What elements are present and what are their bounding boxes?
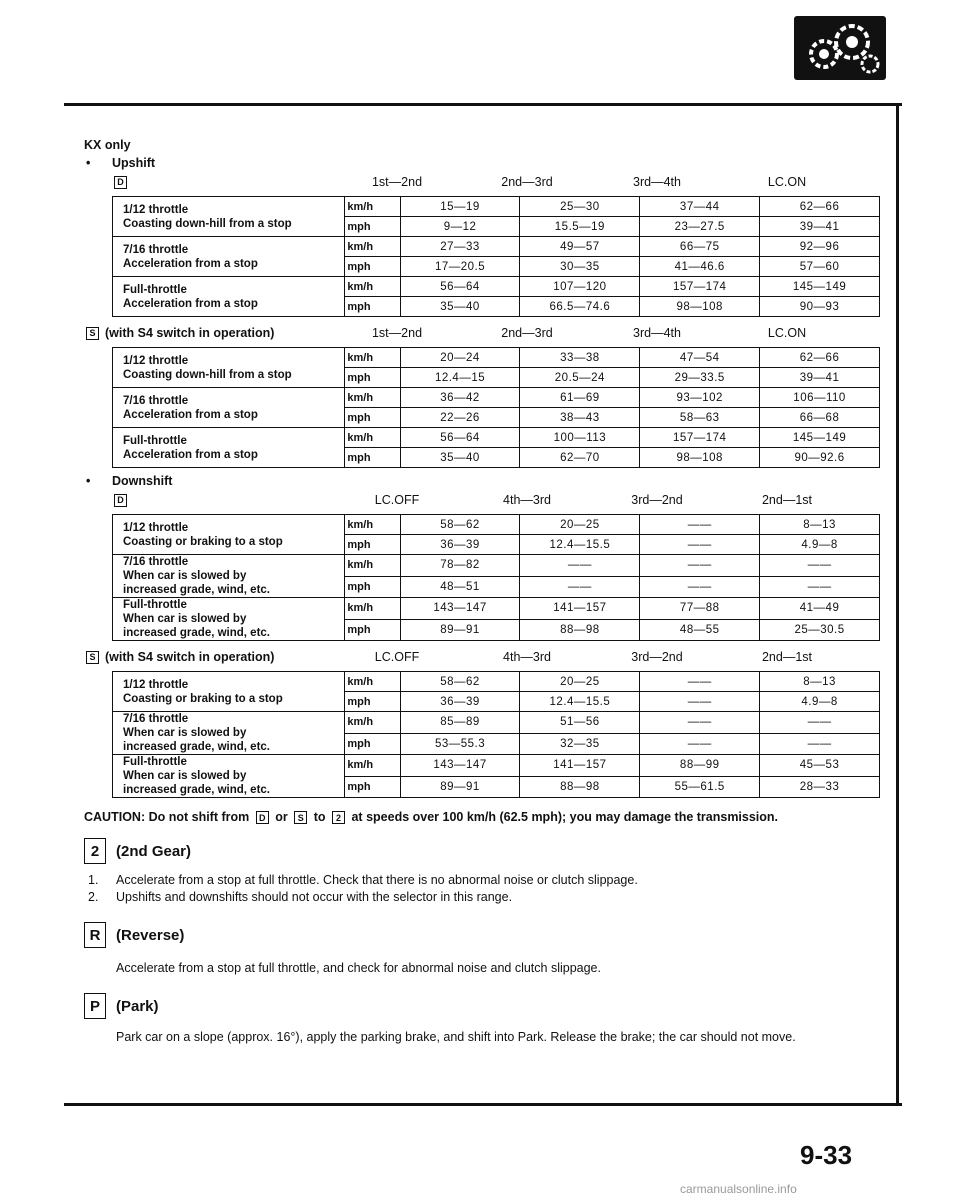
value-cell: —— [640,576,760,598]
value-cell: 35—40 [400,448,520,468]
value-cell: 39—41 [760,368,880,388]
unit-cell: km/h [345,515,400,535]
value-cell: 106—110 [760,388,880,408]
value-cell: —— [760,576,880,598]
reverse-title: (Reverse) [116,926,185,944]
condition-description: 7/16 throttle Acceleration from a stop [113,388,345,428]
downshift-d-header [84,490,884,510]
value-cell: —— [640,692,760,712]
value-cell: 55—61.5 [640,776,760,798]
section-label: KX only [84,138,131,152]
downshift-s-col-headers [332,650,884,664]
condition-description: 1/12 throttle Coasting or braking to a stop [113,672,345,712]
value-cell: 36—42 [400,388,520,408]
value-cell: 58—63 [640,408,760,428]
table-row [113,515,880,535]
value-cell: 107—120 [520,277,640,297]
unit-cell: mph [345,733,400,755]
column-header: 3rd—4th [633,326,681,340]
table-row [113,672,880,692]
upshift-d-table [112,196,880,317]
list-item: 1. Accelerate from a stop at full throttle. Check that there is no abnormal noise or clutch slippage. [88,873,638,888]
condition-description: Full-throttle When car is slowed by increased grade, wind, etc. [113,598,345,641]
value-cell: 157—174 [640,428,760,448]
page-number: 9-33 [800,1140,853,1170]
column-header: 2nd—3rd [501,326,553,340]
unit-cell: km/h [345,428,400,448]
unit-cell: mph [345,448,400,468]
column-header: 1st—2nd [371,326,423,340]
gear2-list [88,872,884,906]
value-cell: 32—35 [520,733,640,755]
value-cell: —— [640,515,760,535]
value-cell: 85—89 [400,712,520,734]
value-cell: 20—25 [520,672,640,692]
unit-cell: km/h [345,237,400,257]
park-text: Park car on a slope (approx. 16°), apply the parking brake, and shift into Park. Release the brake; the car should not move. [116,1030,796,1045]
condition-description: Full-throttle Acceleration from a stop [113,428,345,468]
unit-cell: km/h [345,712,400,734]
value-cell: 141—157 [520,598,640,620]
reverse-text: Accelerate from a stop at full throttle, and check for abnormal noise and clutch slippage. [116,961,601,976]
value-cell: 48—51 [400,576,520,598]
value-cell: 49—57 [520,237,640,257]
value-cell: 17—20.5 [400,257,520,277]
value-cell: 57—60 [760,257,880,277]
downshift-s-table [112,671,880,798]
selector-d-icon: D [256,811,269,824]
unit-cell: km/h [345,388,400,408]
condition-description: 7/16 throttle Acceleration from a stop [113,237,345,277]
value-cell: 12.4—15.5 [520,692,640,712]
column-header: 1st—2nd [371,175,423,189]
downshift-d-col-headers [332,493,884,507]
table-row [113,428,880,448]
value-cell: 145—149 [760,428,880,448]
condition-description: Full-throttle Acceleration from a stop [113,277,345,317]
value-cell: 61—69 [520,388,640,408]
unit-cell: mph [345,217,400,237]
upshift-s-table [112,347,880,468]
bullet-icon: • [86,474,91,488]
value-cell: 77—88 [640,598,760,620]
column-header: LC.ON [767,326,807,340]
bottom-rule [64,1103,902,1106]
park-heading [84,993,884,1019]
downshift-s-title: (with S4 switch in operation) [105,650,275,664]
selector-d-icon: D [114,176,127,189]
table-row [113,712,880,734]
upshift-s-title: (with S4 switch in operation) [105,326,275,340]
value-cell: 36—39 [400,692,520,712]
value-cell: 143—147 [400,755,520,777]
table-row [113,555,880,577]
value-cell: 15—19 [400,197,520,217]
table-row [113,598,880,620]
upshift-label: Upshift [112,156,156,170]
condition-description: Full-throttle When car is slowed by increased grade, wind, etc. [113,755,345,798]
value-cell: 56—64 [400,428,520,448]
value-cell: 92—96 [760,237,880,257]
column-header: 4th—3rd [503,493,551,507]
page-content [84,138,884,1046]
value-cell: 8—13 [760,515,880,535]
unit-cell: mph [345,408,400,428]
gear-r-icon: R [84,922,106,948]
value-cell: 143—147 [400,598,520,620]
unit-cell: mph [345,297,400,317]
table-row [113,755,880,777]
selector-2-icon: 2 [332,811,345,824]
unit-cell: km/h [345,755,400,777]
value-cell: 41—46.6 [640,257,760,277]
value-cell: —— [640,733,760,755]
value-cell: 157—174 [640,277,760,297]
unit-cell: km/h [345,555,400,577]
value-cell: 88—98 [520,619,640,641]
value-cell: 58—62 [400,515,520,535]
value-cell: —— [640,535,760,555]
value-cell: 23—27.5 [640,217,760,237]
upshift-d-header [84,172,884,192]
unit-cell: km/h [345,277,400,297]
unit-cell: km/h [345,348,400,368]
table-row [113,237,880,257]
value-cell: 4.9—8 [760,535,880,555]
value-cell: 27—33 [400,237,520,257]
value-cell: 48—55 [640,619,760,641]
value-cell: 9—12 [400,217,520,237]
value-cell: 8—13 [760,672,880,692]
column-header: 3rd—2nd [631,493,683,507]
caution-note: CAUTION: Do not shift from D or S to 2 at speeds over 100 km/h (62.5 mph); you may damage the transmission. [84,810,779,824]
value-cell: 62—66 [760,197,880,217]
value-cell: 58—62 [400,672,520,692]
value-cell: 29—33.5 [640,368,760,388]
value-cell: 88—98 [520,776,640,798]
column-header: 3rd—4th [633,175,681,189]
column-header: 2nd—1st [761,650,813,664]
value-cell: 47—54 [640,348,760,368]
unit-cell: mph [345,535,400,555]
gear-cluster-icon [794,16,886,80]
value-cell: 20—24 [400,348,520,368]
value-cell: 53—55.3 [400,733,520,755]
table-row [113,197,880,217]
value-cell: 98—108 [640,297,760,317]
value-cell: 28—33 [760,776,880,798]
selector-s-icon: S [86,327,99,340]
condition-description: 7/16 throttle When car is slowed by increased grade, wind, etc. [113,555,345,598]
unit-cell: mph [345,692,400,712]
value-cell: 66—75 [640,237,760,257]
table-row [113,388,880,408]
value-cell: 22—26 [400,408,520,428]
value-cell: —— [640,712,760,734]
right-rule [896,103,899,1105]
gear-2-icon: 2 [84,838,106,864]
park-title: (Park) [116,997,159,1015]
value-cell: 89—91 [400,619,520,641]
value-cell: 56—64 [400,277,520,297]
unit-cell: mph [345,776,400,798]
value-cell: 93—102 [640,388,760,408]
table-row [113,277,880,297]
selector-d-icon: D [114,494,127,507]
unit-cell: km/h [345,598,400,620]
gear2-heading [84,838,884,864]
value-cell: —— [640,672,760,692]
condition-description: 1/12 throttle Coasting down-hill from a stop [113,348,345,388]
value-cell: 90—93 [760,297,880,317]
selector-s-icon: S [86,651,99,664]
unit-cell: km/h [345,197,400,217]
value-cell: —— [760,555,880,577]
downshift-label: Downshift [112,474,173,488]
value-cell: 41—49 [760,598,880,620]
value-cell: 38—43 [520,408,640,428]
value-cell: 145—149 [760,277,880,297]
value-cell: 62—66 [760,348,880,368]
value-cell: —— [760,733,880,755]
downshift-s-header [84,647,884,667]
value-cell: 88—99 [640,755,760,777]
value-cell: 12.4—15.5 [520,535,640,555]
value-cell: 33—38 [520,348,640,368]
value-cell: —— [520,555,640,577]
column-header: 2nd—1st [761,493,813,507]
value-cell: 20—25 [520,515,640,535]
value-cell: 15.5—19 [520,217,640,237]
value-cell: —— [640,555,760,577]
gear2-title: (2nd Gear) [116,842,192,860]
value-cell: 12.4—15 [400,368,520,388]
value-cell: 20.5—24 [520,368,640,388]
value-cell: 66—68 [760,408,880,428]
watermark: carmanualsonline.info [680,1182,797,1196]
unit-cell: mph [345,576,400,598]
value-cell: 98—108 [640,448,760,468]
column-header: 2nd—3rd [501,175,553,189]
upshift-s-header [84,323,884,343]
value-cell: 62—70 [520,448,640,468]
value-cell: 25—30.5 [760,619,880,641]
value-cell: 4.9—8 [760,692,880,712]
selector-s-icon: S [294,811,307,824]
value-cell: 141—157 [520,755,640,777]
column-header: LC.ON [767,175,807,189]
value-cell: 51—56 [520,712,640,734]
list-item: 2. Upshifts and downshifts should not occur with the selector in this range. [88,890,513,905]
value-cell: 90—92.6 [760,448,880,468]
unit-cell: mph [345,368,400,388]
downshift-d-table [112,514,880,641]
upshift-d-col-headers [332,175,884,189]
value-cell: 78—82 [400,555,520,577]
value-cell: 30—35 [520,257,640,277]
unit-cell: km/h [345,672,400,692]
condition-description: 1/12 throttle Coasting down-hill from a stop [113,197,345,237]
value-cell: 89—91 [400,776,520,798]
value-cell: 39—41 [760,217,880,237]
value-cell: 100—113 [520,428,640,448]
table-row [113,348,880,368]
reverse-heading [84,922,884,948]
value-cell: —— [520,576,640,598]
condition-description: 7/16 throttle When car is slowed by increased grade, wind, etc. [113,712,345,755]
bullet-icon: • [86,156,91,170]
top-rule [64,103,902,106]
condition-description: 1/12 throttle Coasting or braking to a stop [113,515,345,555]
column-header: LC.OFF [374,650,420,664]
column-header: 3rd—2nd [631,650,683,664]
column-header: LC.OFF [374,493,420,507]
gear-p-icon: P [84,993,106,1019]
upshift-heading [84,156,884,170]
value-cell: —— [760,712,880,734]
column-header: 4th—3rd [503,650,551,664]
downshift-heading [84,474,884,488]
value-cell: 66.5—74.6 [520,297,640,317]
value-cell: 37—44 [640,197,760,217]
value-cell: 25—30 [520,197,640,217]
unit-cell: mph [345,619,400,641]
value-cell: 45—53 [760,755,880,777]
unit-cell: mph [345,257,400,277]
upshift-s-col-headers [332,326,884,340]
transmission-logo [794,16,886,80]
value-cell: 36—39 [400,535,520,555]
value-cell: 35—40 [400,297,520,317]
